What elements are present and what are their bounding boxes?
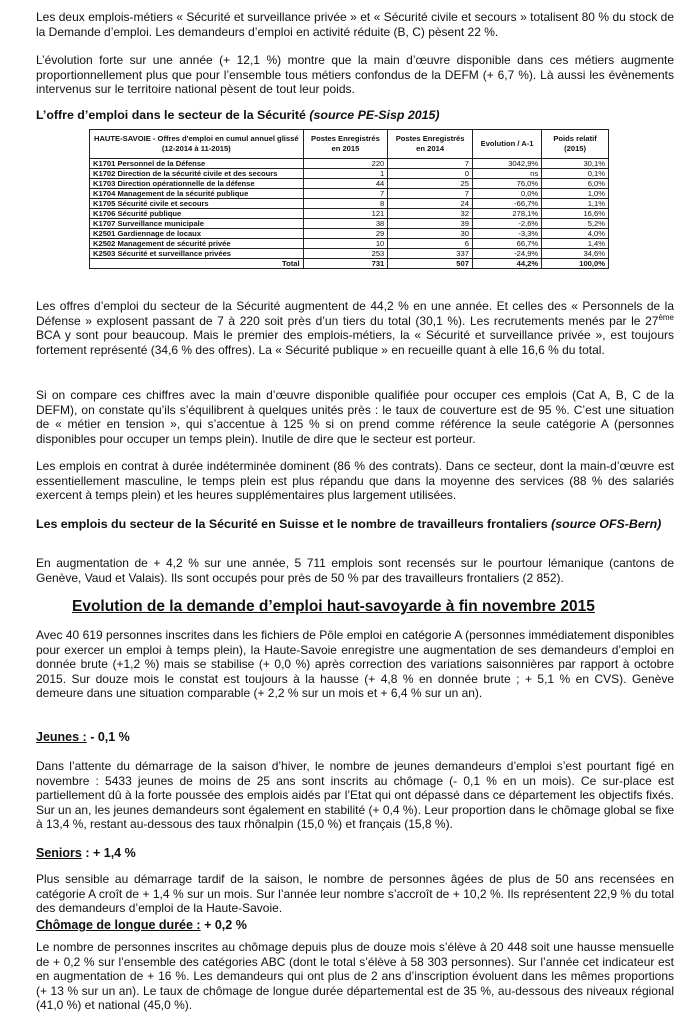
jeunes-paragraph: Dans l’attente du démarrage de la saison d’hiver, le nombre de jeunes demandeurs d’emploi s’est pourtant figé en novembre : 5433 jeunes de moins de 25 ans sont inscrits au chômage (- 0,1 % en un mois). Ce sur-place est partiellement dû à la forte poussée des emplois aidés par l’Etat qui ont dépassé dans ce département les objectifs fixés. Sur un an, les jeunes demandeurs sont également en stabilité (+ 0,4 %). Leur proportion dans le chômage global se fixe à 13,4 %, restant au-dessous des taux rhônalpin (15,0 %) et français (15,8 %). (36, 759, 674, 832)
total-poids: 100,0% (542, 259, 609, 269)
table-row (90, 189, 609, 199)
jeunes-title: Jeunes : (36, 730, 87, 744)
row-postes-2014: 0 (388, 169, 473, 179)
seniors-paragraph: Plus sensible au démarrage tardif de la saison, le nombre de personnes âgées de plus de 50 ans recensées en catégorie A croît de + 1,4 % sur un mois. Sur l’année leur nombre s’accroît de + 10,2 %. Ils représentent 22,9 % du total des demandeurs d’emploi de la Haute-Savoie. (36, 872, 674, 916)
row-postes-2014: 30 (388, 229, 473, 239)
row-postes-2015: 220 (303, 159, 388, 169)
row-poids: 6,0% (542, 179, 609, 189)
row-postes-2014: 25 (388, 179, 473, 189)
row-postes-2015: 121 (303, 209, 388, 219)
total-label: Total (90, 259, 304, 269)
table-header-2014: Postes Enregistrés en 2014 (388, 130, 473, 159)
table-header-2015: Postes Enregistrés en 2015 (303, 130, 388, 159)
offers-paragraph-1-b: BCA y sont pour beaucoup. Mais le premier des emplois-métiers, la « Sécurité et surveillance privée », est toujours fortement représenté (34,6 % des offres). La « Sécurité publique » en recueille quant à elle 16,6 % du total. (36, 328, 674, 357)
table-row (90, 199, 609, 209)
row-label: K1701 Personnel de la Défense (90, 159, 304, 169)
table-row (90, 159, 609, 169)
row-postes-2015: 8 (303, 199, 388, 209)
intro-paragraph-2: L’évolution forte sur une année (+ 12,1 %) montre que la main d’œuvre disponible dans ces métiers augmente proportionnellement plus que pour l’ensemble tous métiers confondus de la DEFM (+ 6,7 %). Là aussi les évènements intervenus sur le territoire national pèsent de tout leur poids. (36, 53, 674, 97)
table-header-evolution: Evolution / A-1 (472, 130, 541, 159)
table-header-row (90, 130, 609, 159)
row-postes-2014: 24 (388, 199, 473, 209)
row-label: K1704 Management de la sécurité publique (90, 189, 304, 199)
evolution-paragraph: Avec 40 619 personnes inscrites dans les fichiers de Pôle emploi en catégorie A (personnes immédiatement disponibles pour exercer un emploi à temps plein), la Haute-Savoie enregistre une augmentation de ses demandeurs d’emploi en donnée brute (+1,2 %) mais se stabilise (+ 0,0 %) après correction des variations saisonnières par rapport à octobre 2015. Sur douze mois le constat est toujours à la hausse (+ 4,8 % en donnée brute ; + 5,1 % en CVS). Genève demeure dans une situation comparable (+ 2,2 % sur un mois et + 6,4 % sur un an). (36, 628, 674, 701)
seniors-value: : + 1,4 % (81, 846, 136, 860)
table-row (90, 249, 609, 259)
offer-heading-source: (source PE-Sisp 2015) (309, 108, 440, 122)
row-postes-2015: 10 (303, 239, 388, 249)
row-postes-2014: 7 (388, 189, 473, 199)
table-body (90, 159, 609, 269)
swiss-heading-source: (source OFS-Bern) (551, 517, 662, 531)
table-total-row (90, 259, 609, 269)
seniors-subheading (36, 846, 136, 860)
table-header-poids: Poids relatif (2015) (542, 130, 609, 159)
row-label: K2502 Management de sécurité privée (90, 239, 304, 249)
offer-heading-text: L’offre d’emploi dans le secteur de la Sécurité (36, 108, 306, 122)
row-postes-2014: 337 (388, 249, 473, 259)
longue-duree-subheading (36, 918, 247, 932)
row-poids: 34,6% (542, 249, 609, 259)
jeunes-subheading (36, 730, 130, 744)
row-label: K1703 Direction opérationnelle de la défense (90, 179, 304, 189)
table-row (90, 239, 609, 249)
row-poids: 0,1% (542, 169, 609, 179)
offers-paragraph-1 (36, 299, 674, 357)
row-poids: 4,0% (542, 229, 609, 239)
offers-paragraph-2: Si on compare ces chiffres avec la main d’œuvre disponible qualifiée pour occuper ces emplois (Cat A, B, C de la DEFM), on constate qu’ils s’équilibrent à quelques unités près : le taux de couverture est de 95 %. C’est une situation de « métier en tension », qui s’accentue à 125 % si on prend comme référence la seule catégorie A (personnes disponibles pour occuper un temps plein). Inutile de dire que le secteur est porteur. (36, 388, 674, 446)
row-poids: 1,1% (542, 199, 609, 209)
row-label: K2503 Sécurité et surveillance privées (90, 249, 304, 259)
row-poids: 30,1% (542, 159, 609, 169)
table-row (90, 179, 609, 189)
row-poids: 1,0% (542, 189, 609, 199)
row-postes-2015: 253 (303, 249, 388, 259)
table-row (90, 209, 609, 219)
table-row (90, 229, 609, 239)
row-label: K1707 Surveillance municipale (90, 219, 304, 229)
row-postes-2015: 29 (303, 229, 388, 239)
row-evolution: 76,0% (472, 179, 541, 189)
offers-paragraph-1-a: Les offres d’emploi du secteur de la Sécurité augmentent de 44,2 % en une année. Et celles des « Personnels de la Défense » explosent passant de 7 à 220 soit près d’un tiers du total (30,1 %). Les recrutements menés par le 27 (36, 299, 674, 328)
offers-paragraph-3: Les emplois en contrat à durée indéterminée dominent (86 % des contrats). Dans ce secteur, dont la main-d’œuvre est essentiellement masculine, le temps plein est plus répandu que dans la moyenne des services (88 % des salariés exercent à temps plein) et les heures supplémentaires plus largement utilisées. (36, 459, 674, 503)
total-evolution: 44,2% (472, 259, 541, 269)
row-evolution: 278,1% (472, 209, 541, 219)
row-postes-2014: 6 (388, 239, 473, 249)
row-poids: 1,4% (542, 239, 609, 249)
swiss-paragraph: En augmentation de + 4,2 % sur une année, 5 711 emplois sont recensés sur le pourtour lémanique (cantons de Genève, Vaud et Valais). Ils sont occupés pour près de 50 % par des travailleurs frontaliers (2 852). (36, 556, 674, 585)
jeunes-value: - 0,1 % (86, 730, 130, 744)
intro-paragraph-1: Les deux emplois-métiers « Sécurité et surveillance privée » et « Sécurité civile et secours » totalisent 80 % du stock de la Demande d’emploi. Les demandeurs d’emploi en activité réduite (B, C) pèsent 22 %. (36, 10, 674, 39)
row-evolution: -66,7% (472, 199, 541, 209)
row-label: K1705 Sécurité civile et secours (90, 199, 304, 209)
row-postes-2015: 44 (303, 179, 388, 189)
seniors-title: Seniors (36, 846, 82, 860)
row-postes-2015: 1 (303, 169, 388, 179)
row-evolution: 3042,9% (472, 159, 541, 169)
swiss-heading (36, 517, 676, 531)
longue-duree-paragraph: Le nombre de personnes inscrites au chômage depuis plus de douze mois s’élève à 20 448 soit une hausse mensuelle de + 0,2 % sur l’ensemble des catégories ABC (dont le total s’élève à 58 303 personnes). Sur l’année cet indicateur est en augmentation de + 16 %. Les demandeurs qui ont plus de 2 ans d’inscription évoluent dans les mêmes proportions (+ 13 % sur un an). Le taux de chômage de longue durée départemental est de 35 %, au-dessous des niveaux régional (41,0 %) et national (45,0 %). (36, 940, 674, 1013)
row-evolution: -24,9% (472, 249, 541, 259)
offers-table (89, 129, 609, 269)
table-row (90, 169, 609, 179)
swiss-heading-text: Les emplois du secteur de la Sécurité en Suisse et le nombre de travailleurs frontaliers (36, 517, 548, 531)
row-evolution: 66,7% (472, 239, 541, 249)
row-evolution: 0,0% (472, 189, 541, 199)
table-header-metier: HAUTE-SAVOIE - Offres d'emploi en cumul annuel glissé (12-2014 à 11-2015) (90, 130, 304, 159)
row-label: K2501 Gardiennage de locaux (90, 229, 304, 239)
row-evolution: ns (472, 169, 541, 179)
row-poids: 16,6% (542, 209, 609, 219)
row-postes-2014: 32 (388, 209, 473, 219)
longue-duree-value: + 0,2 % (200, 918, 247, 932)
row-label: K1706 Sécurité publique (90, 209, 304, 219)
row-evolution: -3,3% (472, 229, 541, 239)
row-postes-2014: 7 (388, 159, 473, 169)
longue-duree-title: Chômage de longue durée : (36, 918, 201, 932)
total-postes-2014: 507 (388, 259, 473, 269)
row-poids: 5,2% (542, 219, 609, 229)
total-postes-2015: 731 (303, 259, 388, 269)
offers-paragraph-1-sup: ème (658, 312, 674, 322)
evolution-heading: Evolution de la demande d’emploi haut-savoyarde à fin novembre 2015 (72, 598, 595, 615)
row-postes-2014: 39 (388, 219, 473, 229)
row-label: K1702 Direction de la sécurité civile et des secours (90, 169, 304, 179)
table-row (90, 219, 609, 229)
row-postes-2015: 38 (303, 219, 388, 229)
row-evolution: -2,6% (472, 219, 541, 229)
offer-heading (36, 108, 676, 122)
row-postes-2015: 7 (303, 189, 388, 199)
